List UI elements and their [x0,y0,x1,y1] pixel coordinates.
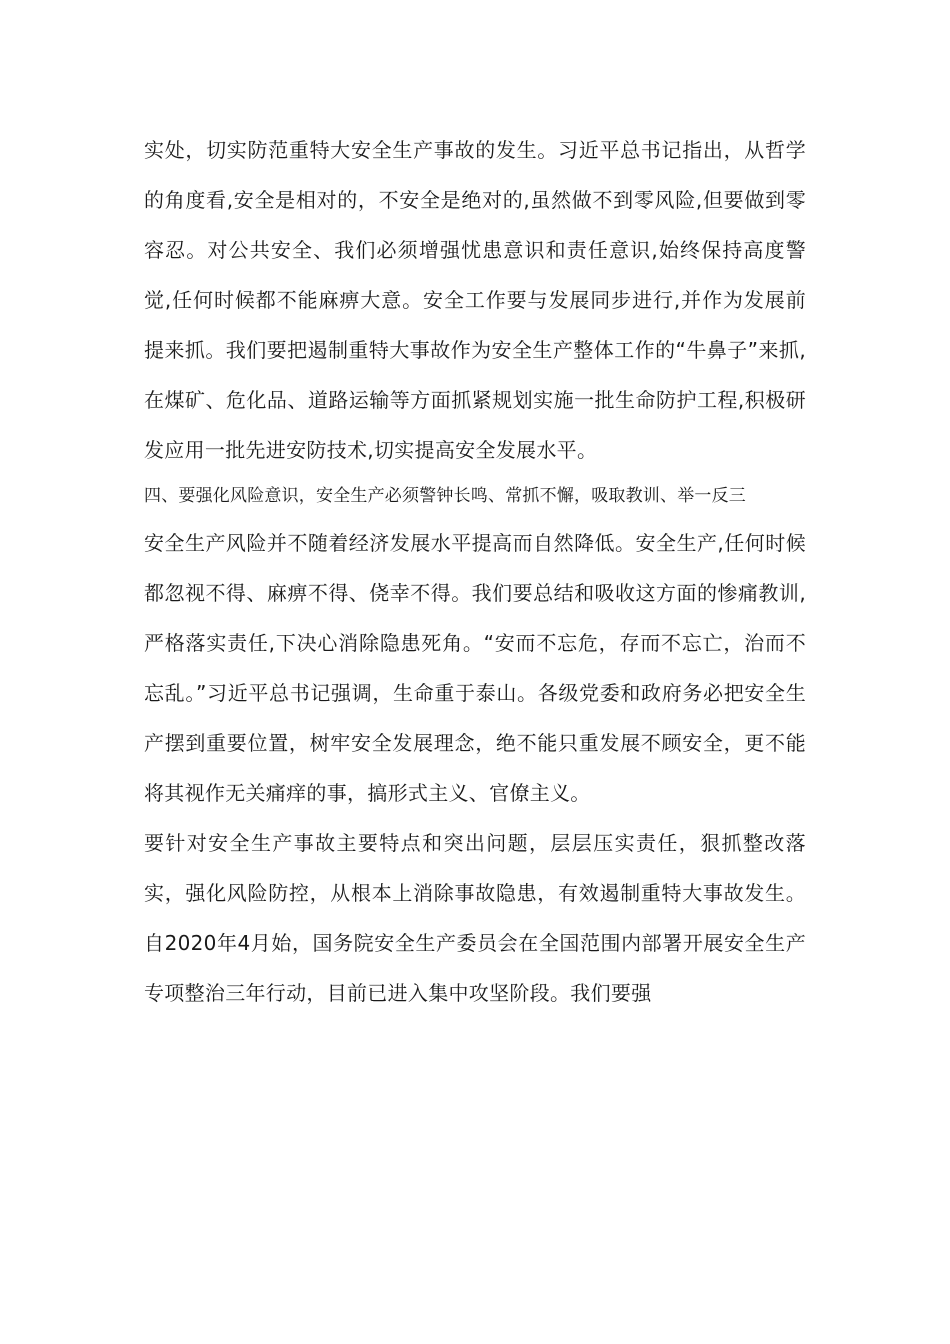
section-heading-risk-awareness: 四、要强化风险意识，安全生产必须警钟长鸣、常抓不懈，吸取教训、举一反三 [144,486,746,506]
document-body [144,125,806,1018]
paragraph-safety-production-accidents: 实处，切实防范重特大安全生产事故的发生。习近平总书记指出，从哲学的角度看,安全是相对的，不安全是绝对的,虽然做不到零风险,但要做到零容忍。对公共安全、我们必须增强忧患意识和责任意识,始终保持高度警觉,任何时候都不能麻痹大意。安全工作要与发展同步进行,并作为发展前提来抓。我们要把遏制重特大事故作为安全生产整体工作的“牛鼻子”来抓,在煤矿、危化品、道路运输等方面抓紧规划实施一批生命防护工程,积极研发应用一批先进安防技术,切实提高安全发展水平。 [144,138,806,462]
paragraph-risk-lessons: 安全生产风险并不随着经济发展水平提高而自然降低。安全生产,任何时候都忽视不得、麻痹不得、侥幸不得。我们要总结和吸收这方面的惨痛教训,严格落实责任,下决心消除隐患死角。“安而不忘危，存而不忘亡，治而不忘乱。”习近平总书记强调，生命重于泰山。各级党委和政府务必把安全生产摆到重要位置，树牢安全发展理念，绝不能只重发展不顾安全，更不能将其视作无关痛痒的事，搞形式主义、官僚主义。 [144,531,806,805]
paragraph-rectification-campaign: 要针对安全生产事故主要特点和突出问题，层层压实责任，狠抓整改落实，强化风险防控，从根本上消除事故隐患，有效遏制重特大事故发生。自2020年4月始，国务院安全生产委员会在全国范围内部署开展安全生产专项整治三年行动，目前已进入集中攻坚阶段。我们要强 [144,831,806,1005]
